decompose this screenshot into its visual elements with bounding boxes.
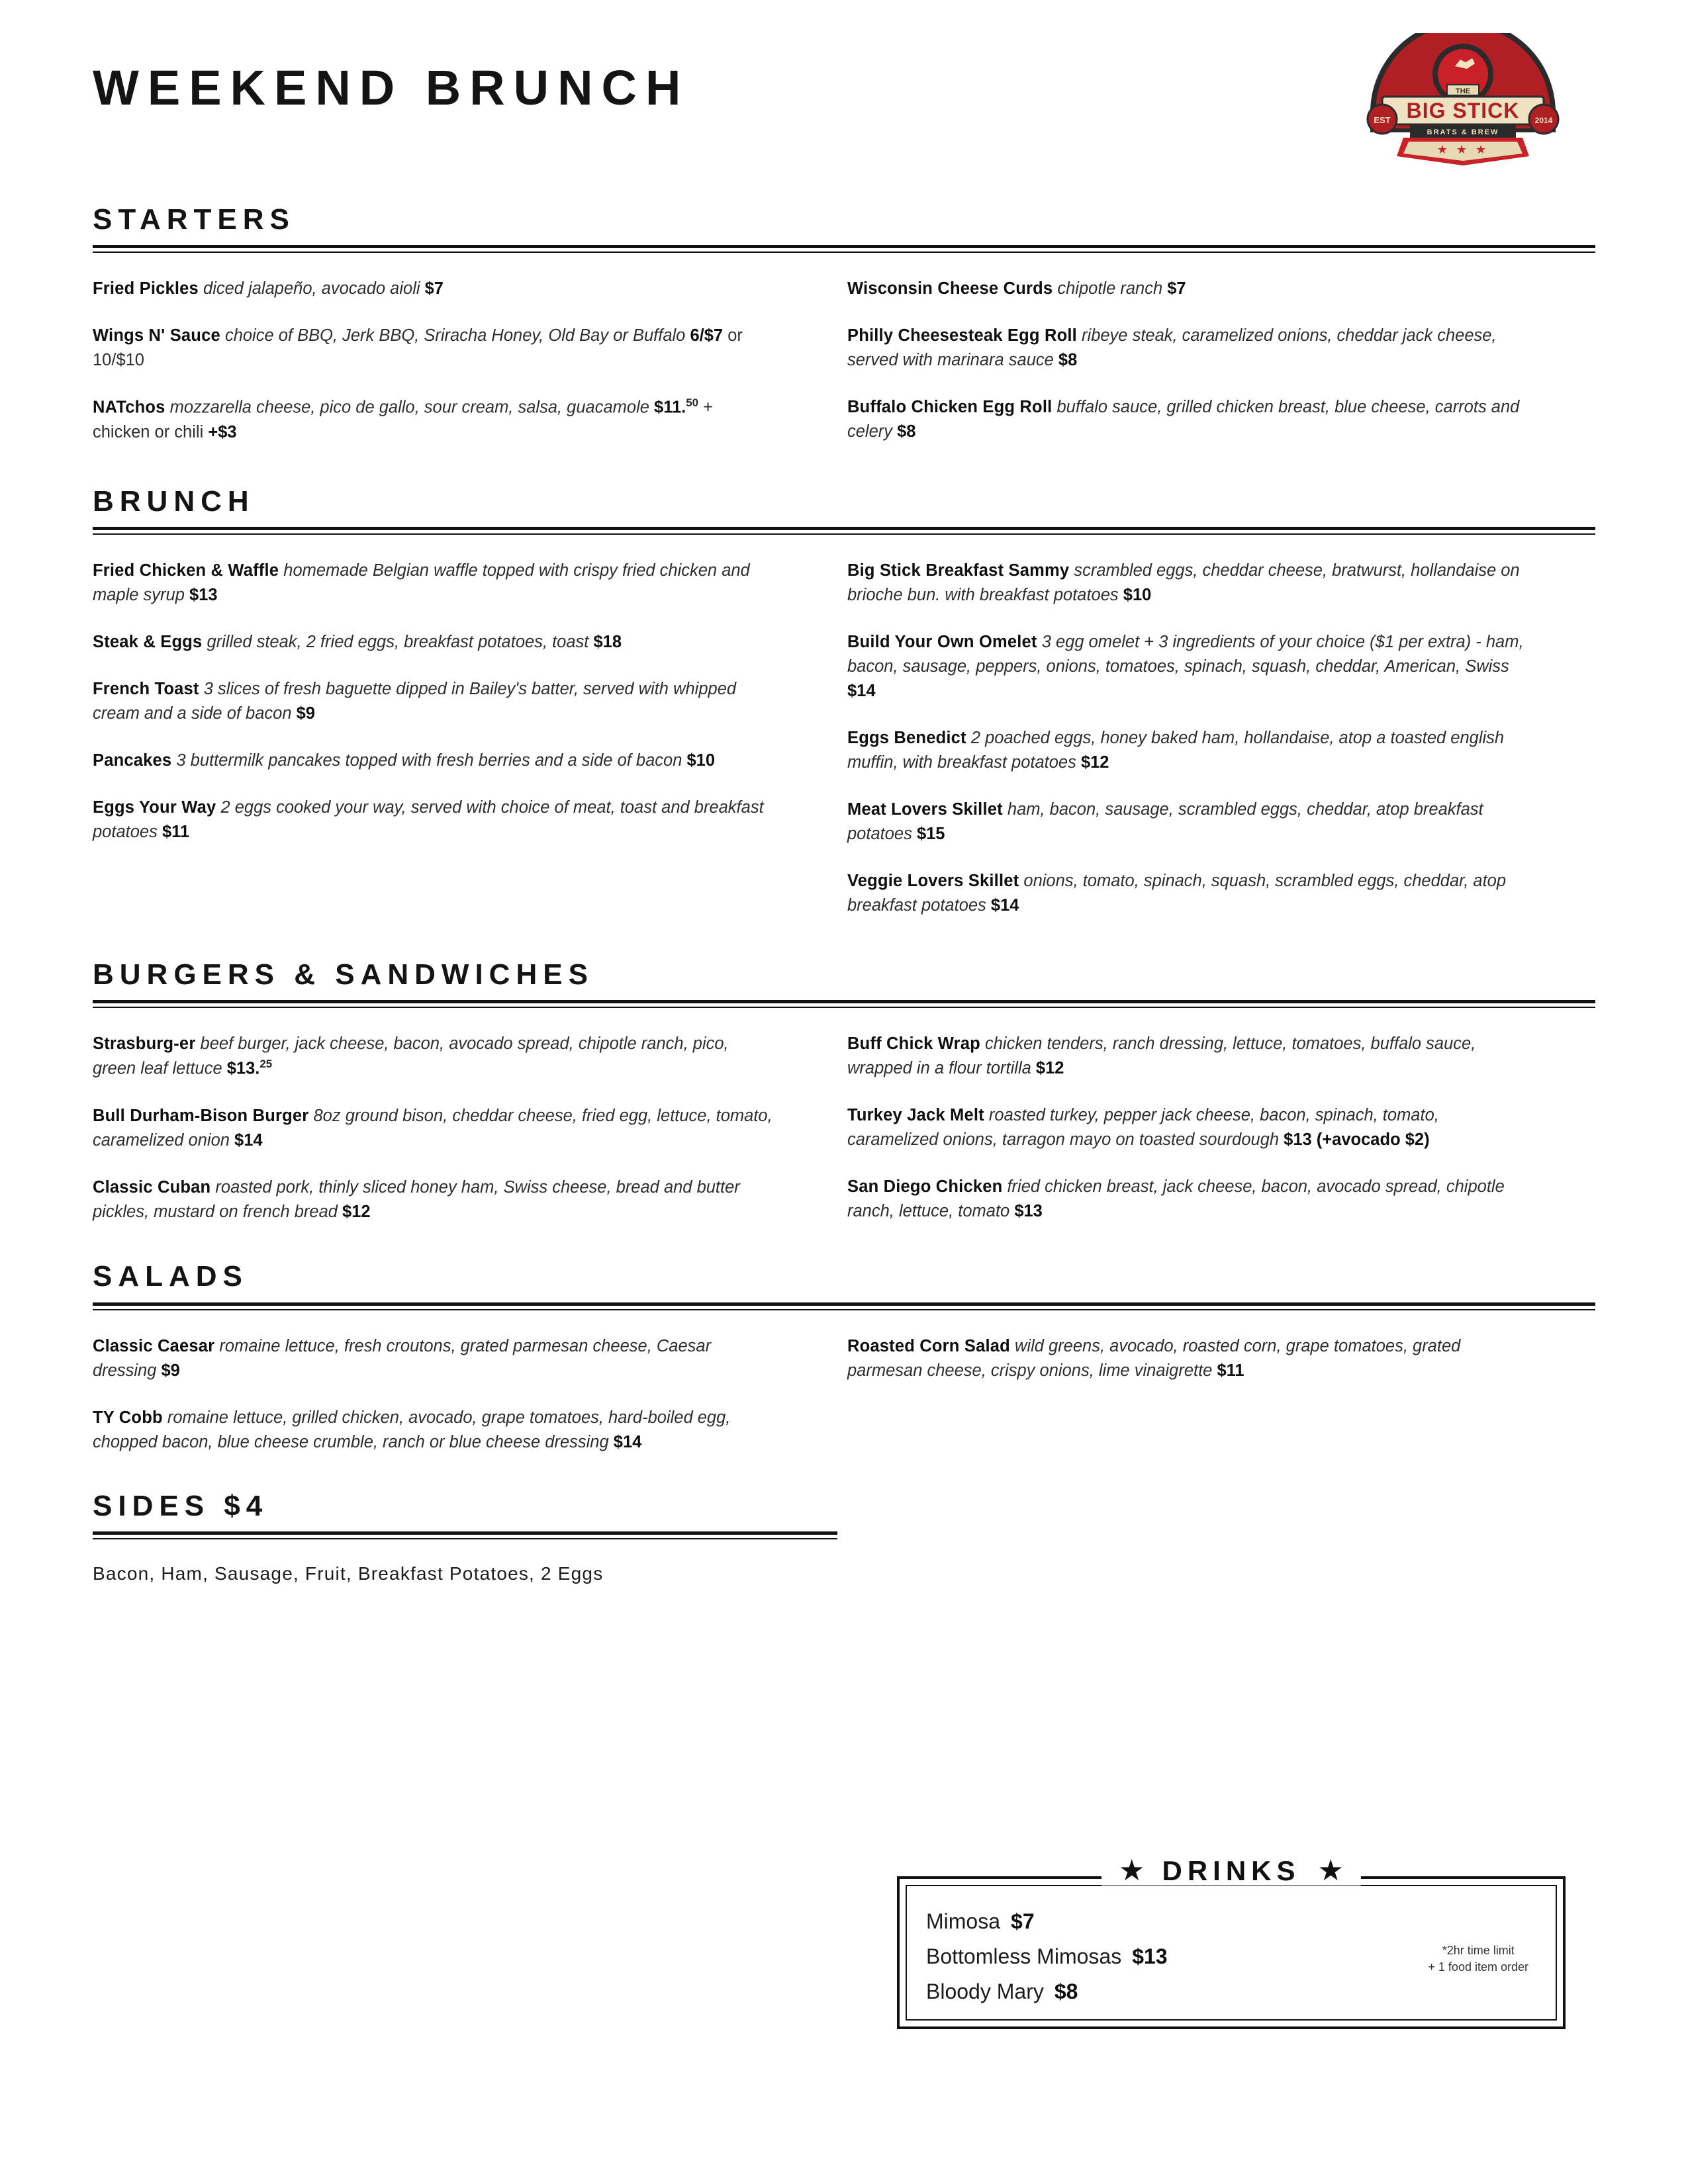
section-starters <box>0 204 1688 445</box>
brunch-right-column <box>847 559 1529 918</box>
burgers-left-column <box>93 1032 774 1224</box>
item-price: $13 <box>1014 1202 1043 1221</box>
item-description: chicken tenders, ranch dressing, lettuce, tomatoes, buffalo sauce, wrapped in a flour tortilla <box>847 1034 1476 1078</box>
item-name: Big Stick Breakfast Sammy <box>847 561 1070 580</box>
item-description: ham, bacon, sausage, scrambled eggs, cheddar, atop breakfast potatoes <box>847 799 1483 843</box>
item-price: $9 <box>161 1361 180 1380</box>
item-price-cents: 50 <box>686 396 698 410</box>
menu-item <box>93 395 774 444</box>
item-name: Classic Caesar <box>93 1336 215 1355</box>
item-description: roasted pork, thinly sliced honey ham, Swiss cheese, bread and butter pickles, mustard on french bread <box>93 1177 740 1221</box>
menu-item <box>93 559 774 608</box>
item-description: wild greens, avocado, roasted corn, grape tomatoes, grated parmesan cheese, crispy onions, lime vinaigrette <box>847 1336 1461 1380</box>
section-divider <box>93 245 1595 253</box>
drinks-panel <box>897 1854 1566 2029</box>
item-description: 3 buttermilk pancakes topped with fresh berries and a side of bacon <box>176 751 682 770</box>
burgers-right-column <box>847 1032 1529 1224</box>
item-name: Fried Pickles <box>93 279 199 298</box>
item-name: Philly Cheesesteak Egg Roll <box>847 326 1077 345</box>
section-divider <box>93 1302 1595 1310</box>
section-title-sides: SIDES $4 <box>93 1489 269 1522</box>
item-price: 6/$7 <box>690 326 724 345</box>
menu-item <box>93 677 774 726</box>
item-description: diced jalapeño, avocado aioli <box>203 279 420 298</box>
item-name: Buff Chick Wrap <box>847 1034 980 1054</box>
item-price: $13. <box>226 1059 260 1078</box>
menu-item <box>847 277 1529 301</box>
section-divider <box>93 1000 1595 1008</box>
menu-item <box>93 1406 774 1455</box>
item-addon-label: + chicken or chili <box>93 398 713 441</box>
item-description: onions, tomato, spinach, squash, scrambled eggs, cheddar, atop breakfast potatoes <box>847 871 1507 915</box>
page-title: WEEKEND BRUNCH <box>93 60 690 115</box>
item-price: $12 <box>342 1202 371 1221</box>
menu-item <box>93 749 774 773</box>
drink-price: $8 <box>1054 1979 1078 2003</box>
item-name: Meat Lovers Skillet <box>847 799 1003 819</box>
item-price: $12 <box>1035 1059 1064 1078</box>
item-name: Bull Durham-Bison Burger <box>93 1106 309 1125</box>
drink-item <box>926 1979 1536 2004</box>
item-name: French Toast <box>93 680 199 699</box>
item-description: fried chicken breast, jack cheese, bacon, avocado spread, chipotle ranch, lettuce, tomato <box>847 1177 1505 1221</box>
big-stick-logo <box>1331 33 1595 185</box>
section-title-salads: SALADS <box>93 1260 248 1293</box>
drinks-note-line-2: + 1 food item order <box>1428 1960 1528 1974</box>
item-name: Eggs Benedict <box>847 728 966 747</box>
drink-name: Mimosa <box>926 1909 1001 1933</box>
item-description: 3 egg omelet + 3 ingredients of your choice ($1 per extra) - ham, bacon, sausage, peppers, onions, tomatoes, spinach, squash, cheddar, American, Swiss <box>847 633 1524 676</box>
star-left-icon: ★ <box>1119 1854 1145 1887</box>
item-description: scrambled eggs, cheddar cheese, bratwurst, hollandaise on brioche bun. with breakfast potatoes <box>847 561 1520 605</box>
section-salads <box>0 1261 1688 1454</box>
menu-item <box>847 797 1529 846</box>
section-brunch <box>0 486 1688 918</box>
drinks-note-line-1: *2hr time limit <box>1442 1944 1515 1958</box>
item-description: homemade Belgian waffle topped with crispy fried chicken and maple syrup <box>93 561 750 605</box>
salads-left-column <box>93 1334 774 1455</box>
item-description: choice of BBQ, Jerk BBQ, Sriracha Honey, Old Bay or Buffalo <box>224 326 686 345</box>
item-description: mozzarella cheese, pico de gallo, sour cream, salsa, guacamole <box>169 398 649 417</box>
item-price-cents: 25 <box>259 1058 273 1071</box>
svg-text:THE: THE <box>1456 87 1470 95</box>
menu-item <box>93 1334 774 1383</box>
item-name: Strasburg-er <box>93 1034 196 1054</box>
item-name: Build Your Own Omelet <box>847 633 1037 652</box>
item-price: $18 <box>593 633 622 652</box>
item-price: $14 <box>613 1432 642 1451</box>
drinks-box <box>897 1854 1566 2029</box>
drink-item <box>926 1909 1536 1934</box>
menu-item <box>847 559 1529 608</box>
menu-item <box>93 1175 774 1224</box>
item-price: $14 <box>990 895 1019 915</box>
item-price: $7 <box>424 279 444 298</box>
drink-name: Bottomless Mimosas <box>926 1944 1122 1968</box>
menu-item <box>847 395 1529 444</box>
item-price: $13 (+avocado $2) <box>1284 1130 1430 1150</box>
item-description: romaine lettuce, fresh croutons, grated parmesan cheese, Caesar dressing <box>93 1336 712 1380</box>
starters-left-column <box>93 277 774 444</box>
section-divider <box>93 1531 837 1539</box>
menu-item <box>847 1032 1529 1081</box>
item-name: Fried Chicken & Waffle <box>93 561 279 580</box>
item-name: Steak & Eggs <box>93 633 203 652</box>
menu-item <box>847 630 1529 704</box>
menu-item <box>847 1334 1529 1383</box>
item-description: chipotle ranch <box>1057 279 1163 298</box>
sides-items-list: Bacon, Ham, Sausage, Fruit, Breakfast Potatoes, 2 Eggs <box>93 1563 604 1584</box>
page-header <box>0 0 1688 156</box>
item-description: roasted turkey, pepper jack cheese, bacon, spinach, tomato, caramelized onions, tarragon mayo on toasted sourdough <box>847 1106 1439 1150</box>
item-price-extra: or 10/$10 <box>93 326 743 370</box>
drinks-title: DRINKS <box>1162 1855 1301 1886</box>
item-description: grilled steak, 2 fried eggs, breakfast potatoes, toast <box>207 633 589 652</box>
salads-right-column <box>847 1334 1529 1455</box>
svg-text:BIG STICK: BIG STICK <box>1406 99 1520 122</box>
item-name: Eggs Your Way <box>93 797 216 817</box>
menu-item <box>847 1103 1529 1152</box>
section-burgers-sandwiches <box>0 959 1688 1224</box>
item-description: 2 poached eggs, honey baked ham, hollandaise, atop a toasted english muffin, with breakfast potatoes <box>847 728 1505 772</box>
svg-text:EST: EST <box>1374 115 1391 125</box>
menu-item <box>93 1104 774 1153</box>
menu-item <box>93 324 774 373</box>
drinks-header <box>1102 1856 1361 1886</box>
starters-right-column <box>847 277 1529 444</box>
item-price: $8 <box>1058 351 1078 370</box>
item-price: $10 <box>686 751 716 770</box>
item-price: $14 <box>847 682 876 700</box>
item-description: buffalo sauce, grilled chicken breast, blue cheese, carrots and celery <box>847 398 1520 441</box>
menu-item <box>93 277 774 301</box>
section-divider <box>93 527 1595 535</box>
drink-price: $7 <box>1011 1909 1035 1933</box>
brunch-left-column <box>93 559 774 918</box>
item-addon-price: +$3 <box>208 422 237 441</box>
menu-item <box>847 1175 1529 1224</box>
item-name: Veggie Lovers Skillet <box>847 871 1019 890</box>
item-price: $11 <box>162 822 190 841</box>
item-name: San Diego Chicken <box>847 1177 1003 1197</box>
section-title-burgers: BURGERS & SANDWICHES <box>93 958 594 991</box>
item-price: $11. <box>654 398 686 417</box>
item-description: romaine lettuce, grilled chicken, avocado, grape tomatoes, hard-boiled egg, chopped bacon, blue cheese crumble, ranch or blue cheese dressing <box>93 1408 731 1451</box>
star-right-icon: ★ <box>1317 1854 1344 1887</box>
item-name: Pancakes <box>93 751 172 770</box>
item-name: Buffalo Chicken Egg Roll <box>847 398 1053 417</box>
item-description: 8oz ground bison, cheddar cheese, fried egg, lettuce, tomato, caramelized onion <box>93 1106 773 1150</box>
item-price: $12 <box>1080 752 1109 772</box>
item-price: $9 <box>296 704 315 723</box>
menu-item <box>93 796 774 844</box>
item-price: $14 <box>234 1130 263 1150</box>
section-title-starters: STARTERS <box>93 203 295 236</box>
item-name: Wings N' Sauce <box>93 326 220 345</box>
item-name: Turkey Jack Melt <box>847 1106 984 1125</box>
item-price: $8 <box>897 422 916 441</box>
item-description: 2 eggs cooked your way, served with choice of meat, toast and breakfast potatoes <box>93 797 764 841</box>
svg-text:BRATS & BREW: BRATS & BREW <box>1427 128 1499 136</box>
menu-item <box>93 630 774 655</box>
item-price: $15 <box>916 824 945 843</box>
drink-price: $13 <box>1132 1944 1168 1968</box>
drink-name: Bloody Mary <box>926 1979 1044 2003</box>
drinks-note <box>1428 1942 1528 1975</box>
item-description: ribeye steak, caramelized onions, cheddar jack cheese, served with marinara sauce <box>847 326 1497 370</box>
item-price: $13 <box>189 586 218 605</box>
svg-text:★ ★ ★: ★ ★ ★ <box>1436 143 1489 156</box>
item-price: $7 <box>1167 279 1186 298</box>
item-price: $11 <box>1217 1361 1244 1380</box>
item-name: NATchos <box>93 398 165 417</box>
section-sides <box>0 1490 1688 1584</box>
item-name: Classic Cuban <box>93 1177 211 1197</box>
menu-item <box>847 726 1529 775</box>
menu-item <box>847 869 1529 918</box>
item-name: Roasted Corn Salad <box>847 1336 1010 1355</box>
svg-text:2014: 2014 <box>1534 116 1553 125</box>
item-name: TY Cobb <box>93 1408 163 1427</box>
item-price: $10 <box>1123 586 1152 605</box>
item-description: 3 slices of fresh baguette dipped in Bailey's batter, served with whipped cream and a side of bacon <box>93 680 737 723</box>
section-title-brunch: BRUNCH <box>93 484 255 518</box>
menu-item <box>847 324 1529 373</box>
item-name: Wisconsin Cheese Curds <box>847 279 1053 298</box>
item-description: beef burger, jack cheese, bacon, avocado spread, chipotle ranch, pico, green leaf lettuce <box>93 1034 729 1078</box>
menu-item <box>93 1032 774 1081</box>
